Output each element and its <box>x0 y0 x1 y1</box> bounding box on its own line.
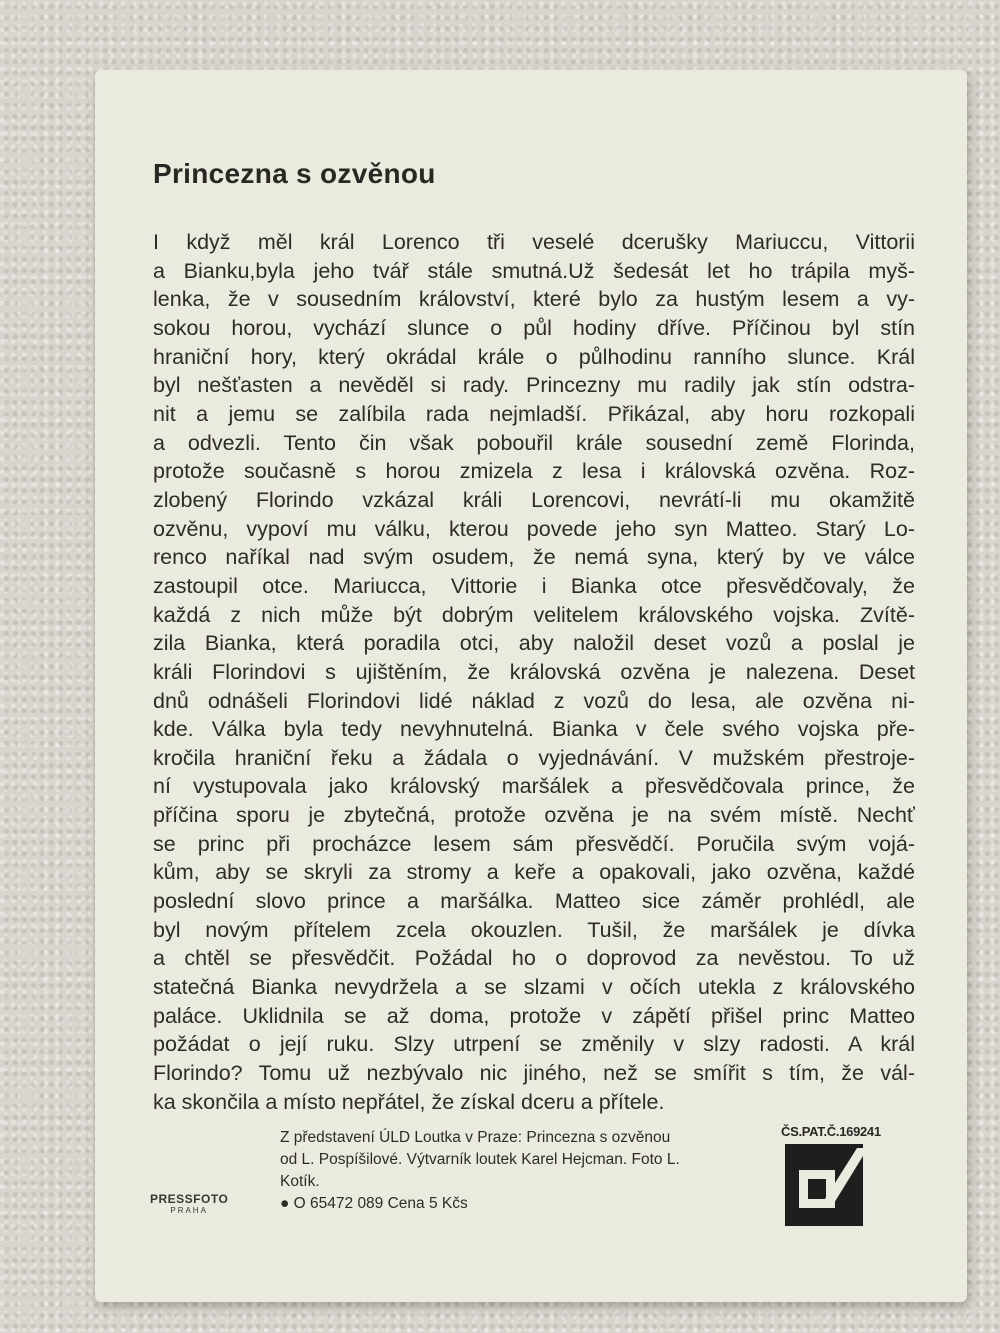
text-line: poslední slovo prince a maršálka. Matteo sice záměr prohlédl, ale <box>153 889 915 914</box>
text-line: kročila hraniční řeku a žádala o vyjednávání. V mužském přestroje- <box>153 745 915 770</box>
catalog-price-line: ● O 65472 089 Cena 5 Kčs <box>280 1195 468 1212</box>
text-line: zila Bianka, která poradila otci, aby naložil deset vozů a poslal je <box>153 631 915 656</box>
text-line: I když měl král Lorenco tři veselé dcerušky Mariuccu, Vittorii <box>153 230 915 254</box>
text-line: byl nešťasten a nevěděl si rady. Princezny mu radily jak stín odstra- <box>153 373 915 398</box>
text-line: a chtěl se přesvědčit. Požádal ho o doprovod za nevěstou. To už <box>153 946 915 971</box>
credits <box>280 1127 760 1215</box>
text-line: zlobený Florindo vzkázal králi Lorencovi, nevrátí-li mu okamžitě <box>153 487 915 512</box>
text-line: ka skončila a místo nepřátel, že získal dceru a přítele. <box>153 1089 665 1114</box>
text-line: nit a jemu se zalíbila rada nejmladší. Přikázal, aby horu rozkopali <box>153 401 915 426</box>
credits-line: Z představení ÚLD Loutka v Praze: Princezna s ozvěnou <box>280 1129 671 1146</box>
square-slash-logo-icon <box>783 1142 865 1233</box>
text-line: Florindo? Tomu už nezbývalo nic jiného, než se smířit s tím, že vál- <box>153 1061 915 1086</box>
text-line: hraniční hory, který okrádal krále o půlhodinu ranního slunce. Král <box>153 344 915 369</box>
text-line: a odvezli. Tento čin však pobouřil krále sousední země Florinda, <box>153 430 915 455</box>
text-line: statečná Bianka nevydržela a se slzami v očích utekla z královského <box>153 975 915 1000</box>
text-line: a Bianku,byla jeho tvář stále smutná.Už šedesát let ho trápila myš- <box>153 258 915 283</box>
credits-line: Kotík. <box>280 1173 320 1190</box>
text-line: každá z nich může být dobrým velitelem královského vojska. Zvítě- <box>153 602 915 627</box>
text-line: kde. Válka byla tedy nevyhnutelná. Bianka v čele svého vojska pře- <box>153 717 915 742</box>
text-line: sokou horou, vychází slunce o půl hodiny dříve. Příčinou byl stín <box>153 315 915 340</box>
text-line: dnů odnášeli Florindovi lidé náklad z vozů do lesa, ale ozvěna ni- <box>153 688 915 713</box>
text-line: příčina sporu je zbytečná, protože ozvěna je na svém místě. Nechť <box>153 803 915 828</box>
text-line: byl novým přítelem zcela okouzlen. Tušil, že maršálek je dívka <box>153 917 915 942</box>
pressfoto-logo-icon <box>150 1192 228 1215</box>
postcard-back <box>95 70 967 1302</box>
story-title: Princezna s ozvěnou <box>153 158 436 189</box>
text-line: králi Florindovi s ujištěním, že královská ozvěna je nalezena. Deset <box>153 659 915 684</box>
text-line: ní vystupovala jako královský maršálek a přesvědčovala prince, že <box>153 774 915 799</box>
text-line: se princ při procházce lesem sám přesvědčí. Poručila svým vojá- <box>153 831 915 856</box>
patent-number: ČS.PAT.Č.169241 <box>781 1124 881 1139</box>
text-line: protože současně s horou zmizela z lesa i královská ozvěna. Roz- <box>153 459 915 484</box>
text-line: lenka, že v sousedním království, které bylo za hustým lesem a vy- <box>153 287 915 312</box>
publisher-city: PRAHA <box>170 1206 208 1215</box>
text-line: paláce. Uklidnila se až doma, protože v zápětí přišel princ Matteo <box>153 1003 915 1028</box>
text-line: požádat o její ruku. Slzy utrpení se změnily v slzy radosti. A král <box>153 1032 915 1057</box>
text-line: renco naříkal nad svým osudem, že nemá syna, který by ve válce <box>153 545 915 570</box>
text-line: zastoupil otce. Mariucca, Vittorie i Bianka otce přesvědčovaly, že <box>153 573 915 598</box>
credits-line: od L. Pospíšilové. Výtvarník loutek Karel Hejcman. Foto L. <box>280 1151 680 1168</box>
text-line: ozvěnu, vypoví mu válku, kterou povede jeho syn Matteo. Starý Lo- <box>153 516 915 541</box>
text-line: kům, aby se skryli za stromy a keře a opakovali, jako ozvěna, každé <box>153 860 915 885</box>
publisher-name: PRESSFOTO <box>150 1192 229 1206</box>
story-text <box>153 228 915 1116</box>
